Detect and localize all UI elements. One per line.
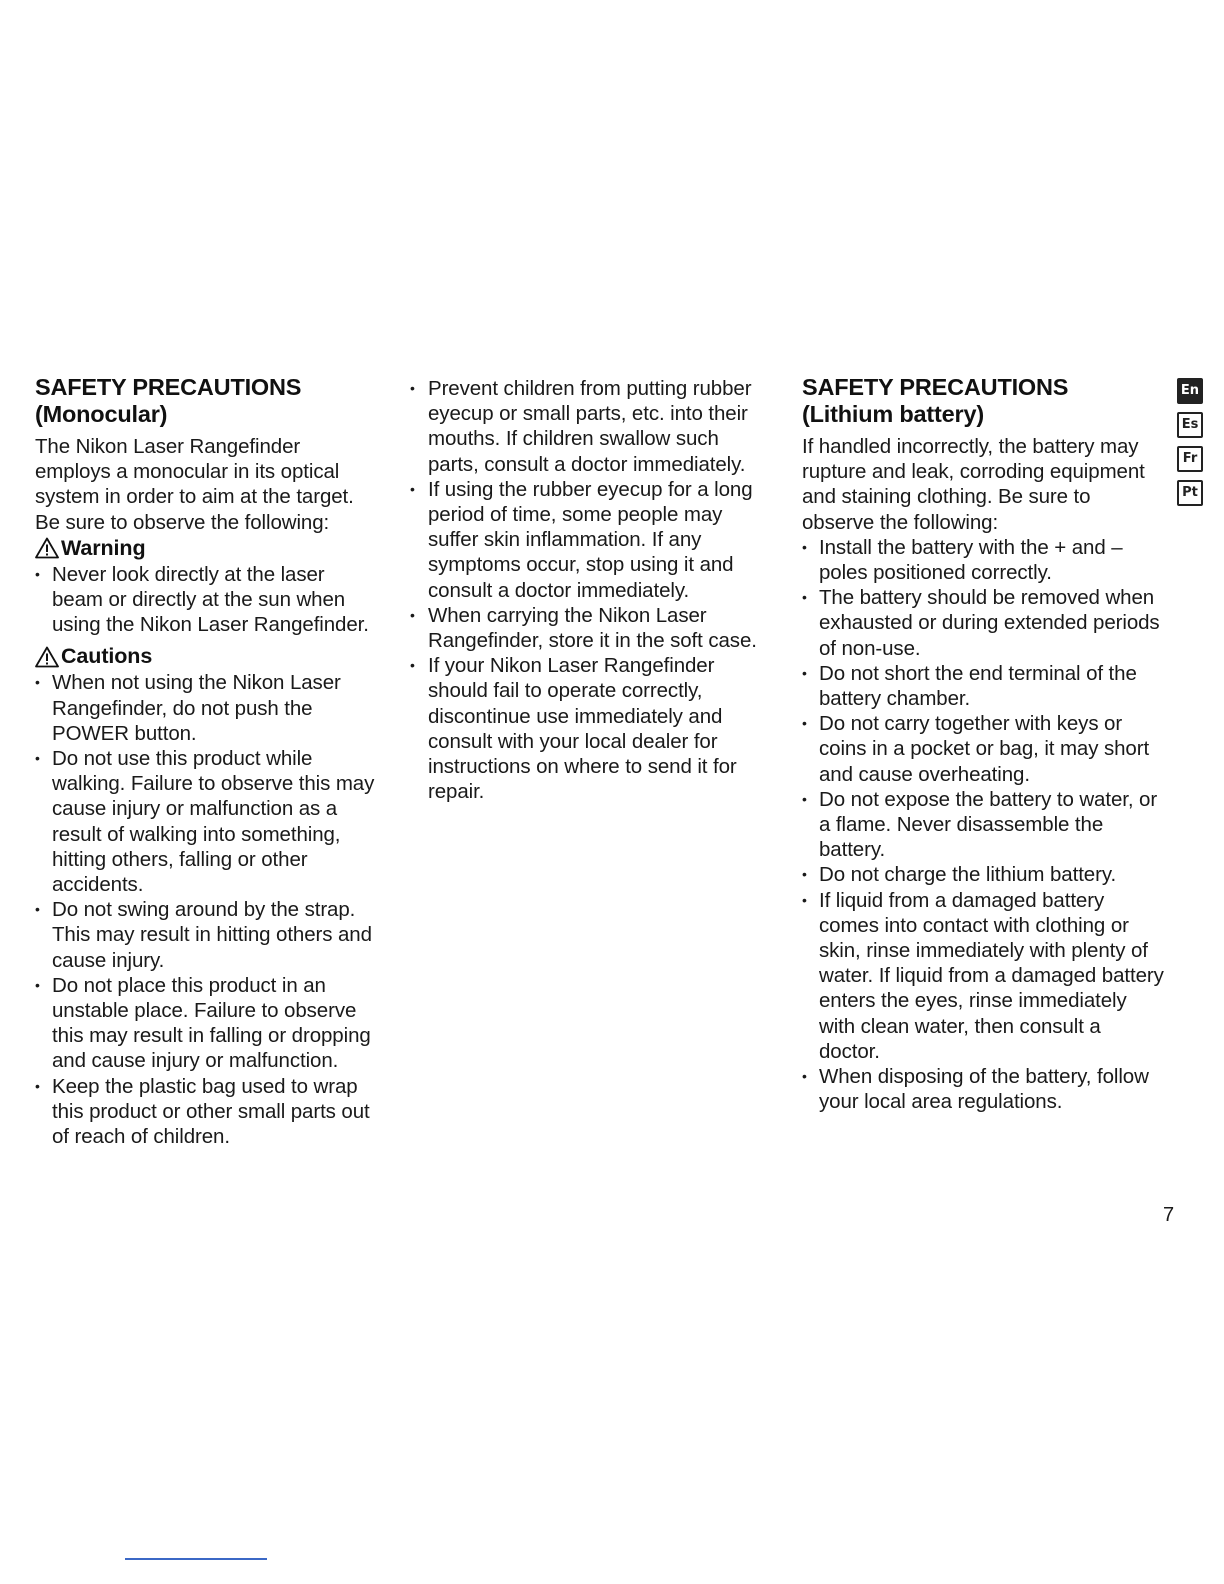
warning-triangle-icon [35,646,59,668]
battery-list [802,535,1167,1115]
cautions-list-continued [410,376,770,804]
monocular-section [35,374,380,1149]
warning-list [35,562,380,638]
list-item: • When disposing of the battery, follow your local area regulations. [802,1064,1167,1114]
cautions-list [35,670,380,1149]
warning-heading-row [35,535,380,562]
list-item: • Do not swing around by the strap. This may result in hitting others and cause injury. [35,897,380,973]
list-item: • If liquid from a damaged battery comes into contact with clothing or skin, rinse immediately with plenty of water. If liquid from a damaged battery enters the eyes, rinse immediately with clean water, then consult a doctor. [802,888,1167,1064]
list-item: • Do not short the end terminal of the battery chamber. [802,661,1167,711]
cautions-heading-row [35,643,380,670]
battery-section [802,374,1167,1114]
language-tabs [1177,378,1203,514]
title-line-1: SAFETY PRECAUTIONS [35,374,302,400]
list-item: • When carrying the Nikon Laser Rangefinder, store it in the soft case. [410,603,770,653]
list-item: • The battery should be removed when exhausted or during extended periods of non-use. [802,585,1167,661]
warning-triangle-icon [35,537,59,559]
list-item: • Do not place this product in an unstable place. Failure to observe this may result in falling or dropping and cause injury or malfunction. [35,973,380,1074]
language-tab-en[interactable]: En [1177,378,1203,404]
list-item: • Prevent children from putting rubber eyecup or small parts, etc. into their mouths. If children swallow such parts, consult a doctor immediately. [410,376,770,477]
language-tab-es[interactable]: Es [1177,412,1203,438]
monocular-continued-section [410,376,770,804]
section-title-battery [802,374,1167,428]
page-number: 7 [1163,1204,1175,1226]
language-tab-pt[interactable]: Pt [1177,480,1203,506]
section-title-monocular [35,374,380,428]
monocular-intro: The Nikon Laser Rangefinder employs a monocular in its optical system in order to aim at the target. Be sure to observe the following: [35,435,354,534]
list-item: • Install the battery with the + and – poles positioned correctly. [802,535,1167,585]
language-tab-fr[interactable]: Fr [1177,446,1203,472]
link-underline [125,1558,267,1560]
list-item: • Do not carry together with keys or coins in a pocket or bag, it may short and cause overheating. [802,711,1167,787]
list-item: • If using the rubber eyecup for a long period of time, some people may suffer skin inflammation. If any symptoms occur, stop using it and consult a doctor immediately. [410,477,770,603]
list-item: • When not using the Nikon Laser Rangefinder, do not push the POWER button. [35,670,380,746]
list-item: • Do not use this product while walking. Failure to observe this may cause injury or malfunction as a result of walking into something, hitting others, falling or other accidents. [35,746,380,897]
list-item: • If your Nikon Laser Rangefinder should fail to operate correctly, discontinue use immediately and consult with your local dealer for instructions on where to send it for repair. [410,653,770,804]
list-item: • Keep the plastic bag used to wrap this product or other small parts out of reach of children. [35,1074,380,1150]
title-line-2: (Lithium battery) [802,401,984,427]
list-item: • Do not expose the battery to water, or a flame. Never disassemble the battery. [802,787,1167,863]
list-item: • Do not charge the lithium battery. [802,862,1167,887]
list-item: • Never look directly at the laser beam or directly at the sun when using the Nikon Laser Rangefinder. [35,562,380,638]
title-line-2: (Monocular) [35,401,168,427]
cautions-heading: Cautions [61,644,153,669]
title-line-1: SAFETY PRECAUTIONS [802,374,1069,400]
warning-heading: Warning [61,535,146,560]
battery-intro: If handled incorrectly, the battery may rupture and leak, corroding equipment and staining clothing. Be sure to observe the following: [802,435,1145,534]
